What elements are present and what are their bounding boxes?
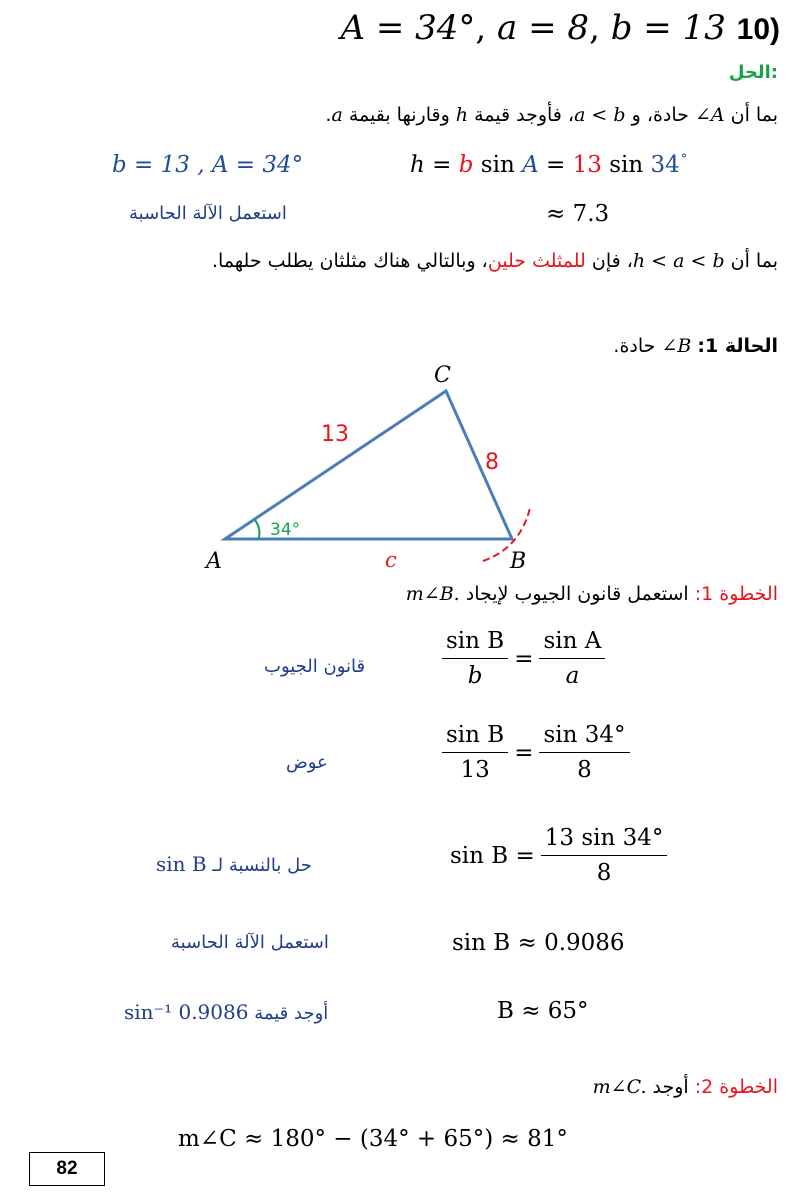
inverse-expression: B ≈ 65° [497,998,589,1024]
given-A: A = 34° [340,8,476,48]
h-calculator-note: استعمل الآلة الحاسبة [129,203,287,224]
law-of-sines-note: قانون الجيوب [264,656,366,677]
given-b: b = 13 [610,8,726,48]
h-approx: ≈ 7.3 [546,201,610,227]
angle-A-label: 34° [270,520,301,540]
calc-expression: sin B ≈ 0.9086 [452,930,625,956]
step1-heading: الخطوة 1: استعمل قانون الجيوب لإيجاد m∠B. [405,583,778,605]
inverse-note: أوجد قيمة sin⁻¹ 0.9086 [124,1000,329,1024]
problem-given: A = 34°, a = 8, b = 13 10) [340,8,780,48]
substitute-equation: $\frac{\text{sin B}}{13}$ = $\frac{\sin 34^\circ}{8}$ [442,722,630,783]
h-given-note: b = 13 , A = 34° [112,152,304,178]
calc-note: استعمل الآلة الحاسبة [171,932,329,953]
page-number: 82 [29,1152,105,1186]
conclusion-line: بما أن h < a < b، فإن للمثلث حلين، وبالتالي هناك مثلثان يطلب حلهما. [211,250,778,272]
side-AC-label: 13 [321,422,349,447]
intro-line: بما أن ∠A حادة، و a < b، فأوجد قيمة h وقارنها بقيمة a. [325,104,778,126]
given-a: a = 8 [497,8,590,48]
vertex-C-label: C [434,363,451,388]
angle-A-arc [255,520,259,540]
side-AB-label: c [385,548,397,572]
solution-label: الحل: [728,62,778,83]
step2-heading: الخطوة 2: أوجد m∠C. [592,1076,778,1098]
case1-heading: الحالة 1: ∠B حادة. [613,335,778,357]
solve-note: حل بالنسبة لـ sin B [156,852,312,876]
vertex-B-label: B [510,549,527,574]
side-BC-label: 8 [485,450,499,475]
substitute-note: عوض [286,752,328,773]
final-expression: m∠C ≈ 180° − (34° + 65°) ≈ 81° [178,1126,568,1152]
triangle-shape [225,391,512,539]
solve-equation: sin B = $\frac{13 \sin 34^\circ}{8}$ [450,825,667,886]
vertex-A-label: A [206,549,222,574]
problem-number: 10) [736,13,780,46]
two-solutions-text: للمثلث حلين [487,250,586,272]
law-of-sines-equation: $\frac{\text{sin B}}{b}$ = $\frac{\text{sin A}}{a}$ [442,628,605,689]
h-expression: h = b sin A = 13 sin 34° [410,152,688,178]
